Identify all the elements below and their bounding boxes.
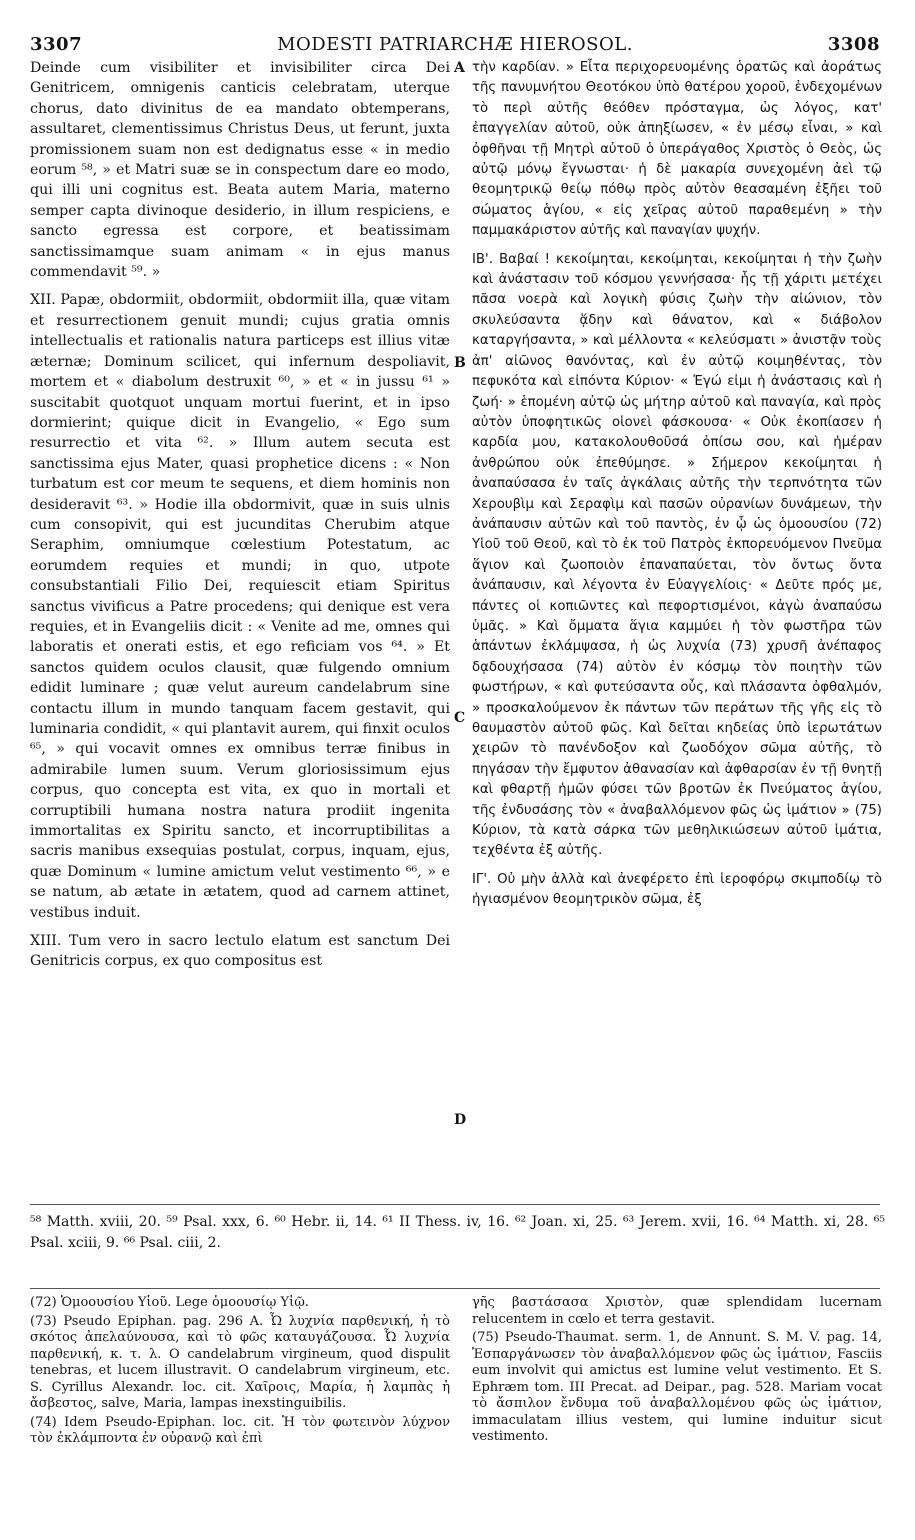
greek-paragraph-1: τὴν καρδίαν. » Εἶτα περιχορευομένης ὁρατῶς καὶ ἀοράτως τῆς πανυμνήτου Θεοτόκου ὑπὸ θατέρου χοροῦ, ἐνδεχομένων τὸ περὶ αὐτῆς θεόθεν πρόσταγμα, ὡς λόγος, κατ' ἐπαγγελίαν αὐτοῦ, οὐκ ἀπηξίωσεν, « ἐν μέσῳ εἶναι, » καὶ ὀφθῆναι τῇ Μητρὶ αὐτοῦ ὁ ὑπεράγαθος Χριστὸς ὁ Θεὸς, ὡς αὐτῷ μόνῳ ἔγνωσται· ἡ δὲ μακαρία συνεχομένη ἀεὶ τῷ θεομητρικῷ θείῳ πόθῳ πρὸς αὐτὸν θεασαμένη ἐξῆει τοῦ σώματος ἁγίου, « εἰς χεῖρας αὐτοῦ παραθεμένη » τὴν παμμακάριστον αὐτῆς καὶ παναγίαν ψυχήν.: [472, 60, 882, 239]
greek-column: [472, 58, 882, 919]
footnote-75: (75) Pseudo-Thaumat. serm. 1, de Annunt. S. M. V. pag. 14, Ἐσπαργάνωσεν τὸν ἀναβαλλόμενον φῶς ὡς ἱμάτιον, Fasciis eum involvit qui amictus est lumine velut vestimento. Et S. Ephræm tom. III Precat. ad Deipar., pag. 528. Mariam vocat τὸ ἄσπιλον ἔνδυμα τοῦ ἀναβαλλομένου φῶς ὡς ἱμάτιον, immaculatam illius vestem, qui lumine induitur sicut vestimento.: [472, 1330, 882, 1444]
latin-paragraph-2: XII. Papæ, obdormiit, obdormiit, obdormiit illa, quæ vitam et resurrectionem genuit mundi; cujus gratia omnis intellectualis et rationalis natura particeps est illius vitæ æternæ; Dominum scilicet, qui infernum despoliavit, mortem et « diabolum destruxit ⁶⁰, » et « in jussu ⁶¹ » suscitabit quotquot unquam mortui fuerint, et in ipso dormierint; quique dicit in Evangelio, « Ego sum resurrectio et vita ⁶². » Illum autem secuta est sanctissima ejus Mater, quasi prophetice dicens : « Non turbatum est cor meum te sequens, et diem hominis non desideravit ⁶³. » Hodie illa obdormivit, quæ in suis ulnis cum consopivit, qui est jucunditas Cherubim atque Seraphim, omniumque cœlestium Potestatum, ac eorumdem requies et mundi; in quo, utpote consubstantiali Filio Dei, requiescit etiam Spiritus sanctus vivificus a Patre procedens; qui denique est vera requies, et in Evangeliis dicit : « Venite ad me, omnes qui laboratis et onerati estis, et ego reficiam vos ⁶⁴. » Et sanctos quidem oculos clausit, quæ fulgendo omnium edidit luminare ; quæ velut aureum candelabrum sine contactu illum in mundo tanquam facem gestavit, qui luminaria condidit, « qui plantavit aurem, qui finxit oculos ⁶⁵, » qui vocavit omnes ex omnibus terræ finibus in admirabile lumen suum. Verum gloriosissimum ejus corpus, quo concepta est vita, ex quo in mortali et corruptibili humana nostra natura prodiit ingenita immortalitas ex Spiritu sancto, et incorruptibilitas a sacris manibus exsequias postulat, corpus, inquam, ejus, quæ Dominum « lumine amictum velut vestimento ⁶⁶, » e se natum, ab ætate in ætatem, quod ad carnem attinet, vestibus induit.: [30, 292, 450, 921]
footnotes-right: [472, 1295, 882, 1448]
scripture-references: ⁵⁸ Matth. xviii, 20. ⁵⁹ Psal. xxx, 6. ⁶⁰ Hebr. ii, 14. ⁶¹ II Thess. iv, 16. ⁶² Joan. xi, 25. ⁶³ Jerem. xvii, 16. ⁶⁴ Matth. xi, 28. ⁶⁵ Psal. xciii, 9. ⁶⁶ Psal. ciii, 2.: [30, 1214, 885, 1251]
page-number-left: 3307: [30, 34, 83, 55]
footnote-74-continued: γῆς βαστάσασα Χριστὸν, quæ splendidam lucernam relucentem in cœlo et terra gestavit.: [472, 1295, 882, 1327]
latin-column: [30, 58, 450, 980]
margin-marker-a: A: [454, 60, 465, 76]
notes-divider: [30, 1288, 880, 1289]
greek-paragraph-2: ΙΒ'. Βαβαί ! κεκοίμηται, κεκοίμηται, κεκοίμηται ἡ τὴν ζωὴν καὶ ἀνάστασιν τοῦ κόσμου γεννήσασα· ἧς τῇ χάριτι μετέχει πᾶσα νοερὰ καὶ λογικὴ φύσις ζωὴν τὴν αἰώνιον, τὸν σκυλεύσαντα ᾅδην καὶ θάνατον, καὶ « διάβολον καταργήσαντα, » καὶ μέλλοντα « κελεύσματι » ἀνιστᾷν τοὺς ἀπ' αἰῶνος θανόντας, καὶ ἐν αὐτῷ κοιμηθέντας, τὸν πεφυκότα καὶ εἰπόντα Κύριον· « Ἐγώ εἰμι ἡ ἀνάστασις καὶ ἡ ζωή· » ἑπομένη αὐτῷ ὡς μήτηρ αὐτοῦ καὶ παναγία, καὶ πρὸς αὐτὸν ὑποφητικῶς οἱονεὶ φάσκουσα· « Οὐκ ἐκοπίασεν ἡ καρδία μου, κατακολουθοῦσά ὀπίσω σου, καὶ ἡμέραν ἀνθρώπου οὐκ ἐπεθύμησε. » Σήμερον κεκοίμηται ἡ ἀναπαύσασα ἐν ταῖς ἀγκάλαις αὐτῆς τὴν τερπνότητα τῶν Χερουβὶμ καὶ Σεραφὶμ καὶ πασῶν οὐρανίων δυνάμεων, τὴν ἀνάπαυσιν αὐτῶν καὶ τοῦ παντὸς, ἐν ᾧ ὡς ὁμοουσίου (72) Υἱοῦ τοῦ Θεοῦ, καὶ τὸ ἐκ τοῦ Πατρὸς ἐκπορευόμενον Πνεῦμα ἅγιον καὶ ζωοποιὸν ἐπαναπαύεται, τὸν ὄντως ὄντα ἀνάπαυσιν, καὶ λέγοντα ἐν Εὐαγγελίοις· « Δεῦτε πρός με, πάντες οἱ κοπιῶντες καὶ πεφορτισμένοι, κἀγὼ ἀναπαύσω ὑμᾶς. » Καὶ ὄμματα ἅγια καμμύει ἡ τὸν φωστῆρα τῶν ἁπάντων ἐκλάμψασα, ἡ ὡς λυχνία (73) χρυσῆ ἀνέπαφος δᾳδουχήσασα (74) αὐτὸν ἐν κόσμῳ τὸν ποιητὴν τῶν φωστήρων, « καὶ φυτεύσαντα οὖς, καὶ πλάσαντα ὀφθαλμόν, » προσκαλούμενον ἐκ πάντων τῶν περάτων τῆς γῆς εἰς τὸ θαυμαστὸν αὐτοῦ φῶς. Καὶ δεῖται κηδείας ὑπὸ ἱερωτάτων χειρῶν τὸ πανένδοξον καὶ ζωοδόχον σῶμα αὐτῆς, τὸ πηγάσαν τὴν ἔμφυτον ἀθανασίαν καὶ ἀφθαρσίαν ἐν τῇ θνητῇ καὶ φθαρτῇ ἡμῶν φύσει τῶν βροτῶν ἐκ Πνεύματος ἁγίου, τῆς ἐνδυσάσης τὸν « ἀναβαλλόμενον φῶς ὡς ἱμάτιον » (75) Κύριον, τὰ κατὰ σάρκα τῶν μεθηλικιώσεων αὐτοῦ ἱμάτια, τεχθέντα ἐξ αὐτῆς.: [472, 251, 882, 859]
margin-marker-c: C: [454, 710, 466, 726]
page-header: [30, 34, 880, 60]
margin-marker-d: D: [454, 1112, 467, 1128]
margin-marker-b: B: [454, 355, 466, 371]
footnotes-left: [30, 1295, 450, 1450]
footnote-74: (74) Idem Pseudo-Epiphan. loc. cit. Ἡ τὸν φωτεινὸν λύχνον τὸν ἐκλάμποντα ἐν οὐρανῷ καὶ ἐπὶ: [30, 1414, 450, 1446]
page-number-right: 3308: [827, 34, 880, 55]
latin-paragraph-1: Deinde cum visibiliter et invisibiliter circa Dei Genitricem, omnigenis canticis celebratam, uterque chorus, dato divinitus de ea mandato obtemperans, assultaret, clementissimus Christus Deus, ut ferunt, juxta promissionem suam non est dedignatus esse « in medio eorum ⁵⁸, » et Matri suæ se in conspectum dare eo modo, qui illi uni cognitus est. Beata autem Maria, materno semper capta divinoque desiderio, in illum respiciens, e sancto egressa est corpore, et beatissimam sanctissimamque suam animam « in ejus manus commendavit ⁵⁹. »: [30, 60, 450, 281]
references-divider: [30, 1204, 880, 1205]
footnote-73: (73) Pseudo Epiphan. pag. 296 A. Ὦ λυχνία παρθενική, ἡ τὸ σκότος ἀπελαύνουσα, καὶ τὸ φῶς καταυγάζουσα. Ὦ λυχνία παρθενική, κ. τ. λ. O candelabrum virgineum, quod dispulit tenebras, et lucem illustravit. O candelabrum virgineum, etc. S. Cyrillus Alexandr. loc. cit. Χαῖροις, Μαρία, ἡ λαμπὰς ἡ ἄσβεστος, salve, Maria, lampas inexstinguibilis.: [30, 1313, 450, 1411]
footnote-72: (72) Ὁμοουσίου Υἱοῦ. Lege ὁμοουσίῳ Υἱῷ.: [30, 1295, 309, 1310]
running-title: MODESTI PATRIARCHÆ HIEROSOL.: [277, 34, 633, 55]
latin-paragraph-3: XIII. Tum vero in sacro lectulo elatum est sanctum Dei Genitricis corpus, ex quo compositus est: [30, 933, 450, 970]
greek-paragraph-3: ΙΓ'. Οὐ μὴν ἀλλὰ καὶ ἀνεφέρετο ἐπὶ ἱεροφόρῳ σκιμποδίῳ τὸ ἡγιασμένον θεομητρικὸν σῶμα, ἐξ: [472, 871, 882, 908]
